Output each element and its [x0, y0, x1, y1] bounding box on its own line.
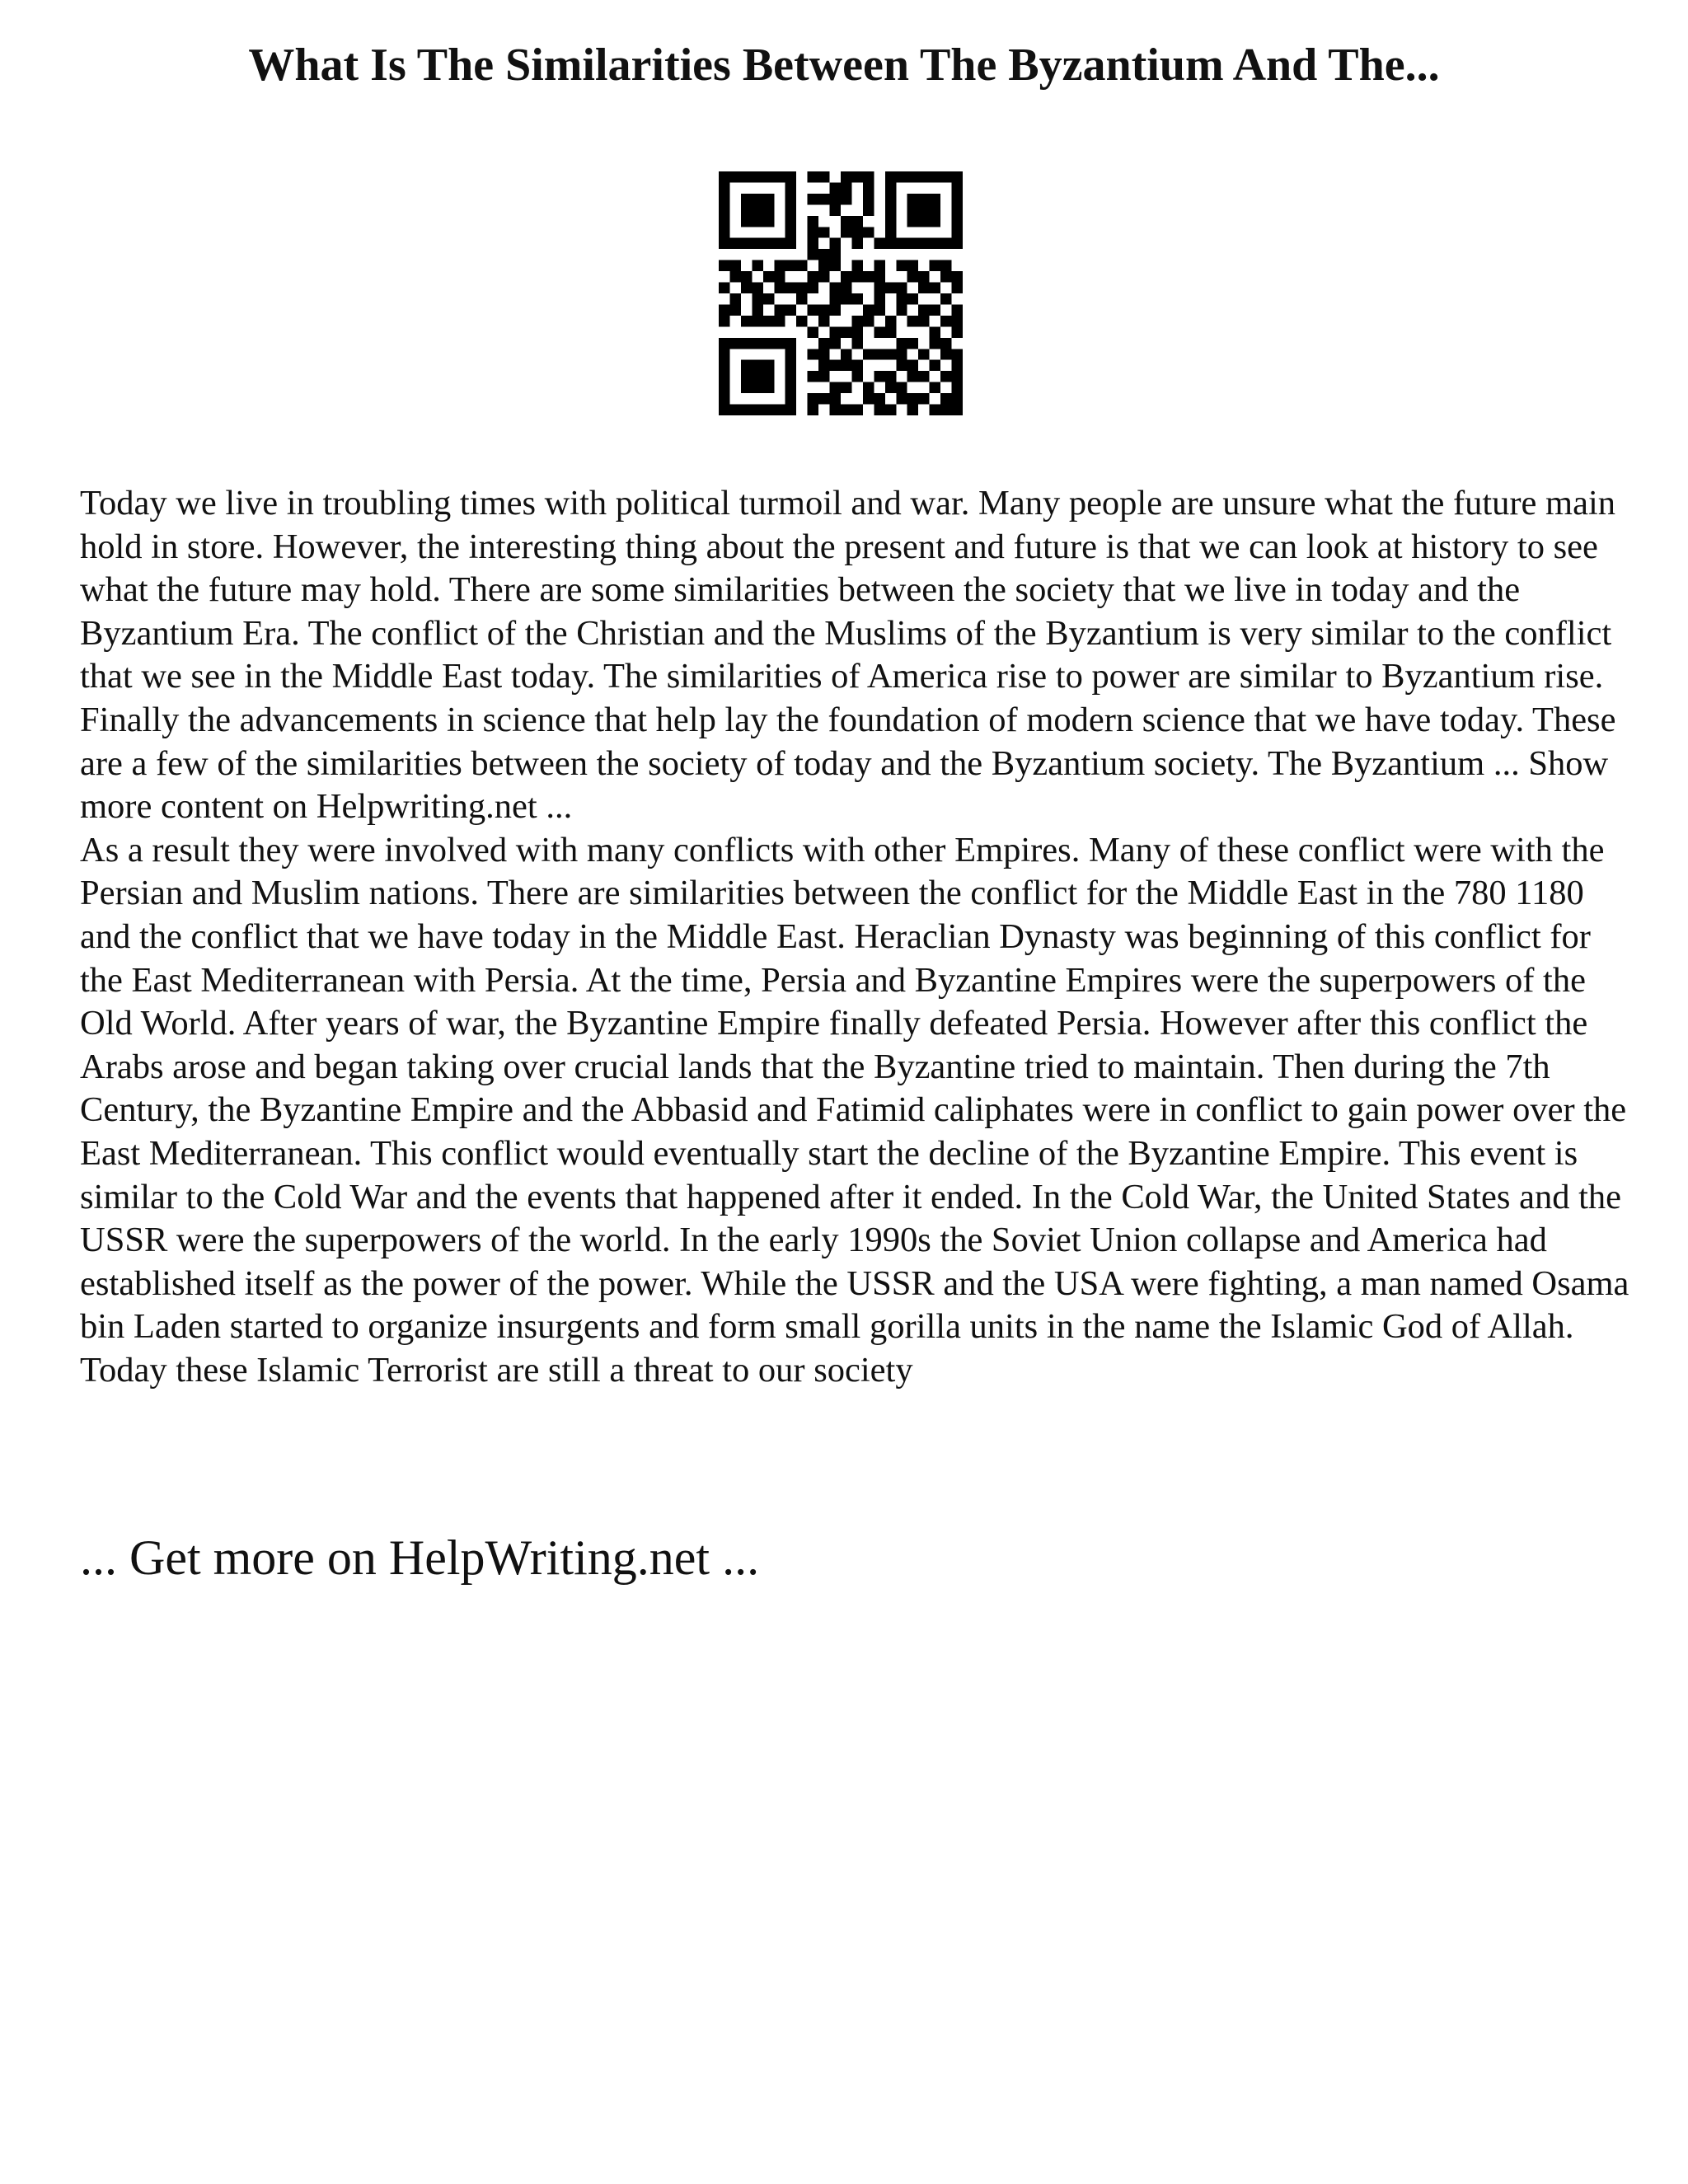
qr-module [918, 283, 929, 293]
qr-module [952, 382, 963, 393]
qr-module [930, 283, 940, 293]
qr-module [851, 227, 862, 237]
qr-module [830, 283, 841, 293]
qr-module [774, 171, 785, 182]
qr-module [719, 204, 729, 215]
qr-module [796, 260, 807, 271]
qr-module [940, 349, 951, 359]
qr-module [752, 216, 762, 227]
qr-module [741, 194, 752, 204]
qr-module [930, 194, 940, 204]
qr-module [830, 260, 841, 271]
qr-module [952, 304, 963, 315]
qr-module [741, 371, 752, 382]
qr-module [863, 393, 874, 404]
qr-module [940, 260, 951, 271]
qr-module [885, 182, 896, 193]
qr-module [896, 238, 907, 249]
qr-module [830, 393, 841, 404]
article-paragraph-2: As a result they were involved with many conflicts with other Empires. Many of these conflict were with the Persian and Muslim nations. There are similarities between the conflict for the Middle East in the 780 1180 and the conflict that we have today in the Middle East. Heraclian Dynasty was beginning of this conflict for the East Mediterranean with Persia. At the time, Persia and Byzantine Empires were the superpowers of the Old World. After years of war, the Byzantine Empire finally defeated Persia. However after this conflict the Arabs arose and began taking over crucial lands that the Byzantine tried to maintain. Then during the 7th Century, the Byzantine Empire and the Abbasid and Fatimid caliphates were in conflict to gain power over the East Mediterranean. This conflict would eventually start the decline of the Byzantine Empire. This event is similar to the Cold War and the events that happened after it ended. In the Cold War, the United States and the USSR were the superpowers of the world. In the early 1990s the Soviet Union collapse and America had established itself as the power of the power. While the USSR and the USA were fighting, a man named Osama bin Laden started to organize insurgents and form small gorilla units in the name the Islamic God of Allah. Today these Islamic Terrorist are still a threat to our society [80, 830, 1629, 1390]
qr-module [774, 316, 785, 326]
qr-module [885, 238, 896, 249]
qr-module [774, 283, 785, 293]
qr-module [785, 194, 796, 204]
qr-module [907, 371, 918, 382]
qr-module [896, 338, 907, 349]
qr-module [851, 171, 862, 182]
qr-module [851, 371, 862, 382]
qr-module [952, 238, 963, 249]
qr-module [752, 194, 762, 204]
qr-module [930, 405, 940, 415]
qr-module [808, 371, 818, 382]
qr-module [851, 260, 862, 271]
qr-module [818, 338, 829, 349]
qr-module [830, 405, 841, 415]
qr-module [719, 238, 729, 249]
qr-module [896, 349, 907, 359]
qr-module [863, 204, 874, 215]
qr-module [752, 371, 762, 382]
qr-module [841, 194, 851, 204]
qr-module [874, 371, 884, 382]
qr-module [885, 382, 896, 393]
qr-module [874, 405, 884, 415]
qr-module [952, 194, 963, 204]
qr-module [896, 283, 907, 293]
qr-module [719, 316, 729, 326]
qr-module [763, 316, 774, 326]
qr-module [808, 393, 818, 404]
qr-module [851, 216, 862, 227]
qr-module [719, 405, 729, 415]
qr-module [896, 393, 907, 404]
qr-module [818, 360, 829, 371]
qr-module [940, 316, 951, 326]
qr-module [841, 227, 851, 237]
qr-module [729, 271, 740, 282]
qr-module [741, 382, 752, 393]
qr-module [885, 171, 896, 182]
qr-module [763, 171, 774, 182]
qr-module [907, 338, 918, 349]
qr-module [851, 360, 862, 371]
qr-module [729, 171, 740, 182]
qr-module [918, 316, 929, 326]
qr-module [918, 204, 929, 215]
qr-module [841, 326, 851, 337]
qr-module [885, 316, 896, 326]
qr-module [774, 405, 785, 415]
qr-module [841, 405, 851, 415]
qr-module [841, 293, 851, 304]
qr-module [952, 393, 963, 404]
qr-module [907, 171, 918, 182]
qr-module [719, 338, 729, 349]
qr-module [930, 304, 940, 315]
qr-module [808, 171, 818, 182]
qr-module [741, 283, 752, 293]
qr-module [952, 216, 963, 227]
qr-module [752, 293, 762, 304]
qr-module [952, 182, 963, 193]
qr-module [752, 260, 762, 271]
qr-module [907, 194, 918, 204]
qr-module [863, 194, 874, 204]
qr-module [808, 405, 818, 415]
qr-module [863, 382, 874, 393]
qr-module [907, 216, 918, 227]
qr-module [808, 238, 818, 249]
qr-module [719, 360, 729, 371]
qr-module [763, 216, 774, 227]
qr-module [885, 216, 896, 227]
qr-module [752, 304, 762, 315]
qr-module [808, 227, 818, 237]
qr-module [741, 271, 752, 282]
qr-module [841, 283, 851, 293]
qr-module [774, 338, 785, 349]
qr-module [752, 338, 762, 349]
qr-module [841, 349, 851, 359]
qr-module [952, 360, 963, 371]
qr-module [785, 304, 796, 315]
qr-module [719, 393, 729, 404]
qr-module [785, 182, 796, 193]
article-body [80, 482, 1629, 1392]
qr-module [741, 216, 752, 227]
qr-module [741, 360, 752, 371]
qr-module [918, 304, 929, 315]
qr-module [952, 283, 963, 293]
qr-module [808, 249, 818, 260]
qr-module [752, 171, 762, 182]
qr-module [896, 360, 907, 371]
qr-module [841, 360, 851, 371]
qr-module [918, 393, 929, 404]
qr-module [851, 293, 862, 304]
qr-module [896, 260, 907, 271]
qr-module [851, 316, 862, 326]
qr-module [785, 382, 796, 393]
qr-module [818, 227, 829, 237]
qr-module [719, 227, 729, 237]
qr-module [885, 349, 896, 359]
qr-module [808, 283, 818, 293]
qr-module [896, 382, 907, 393]
qr-module [763, 360, 774, 371]
qr-module [930, 360, 940, 371]
qr-module [752, 405, 762, 415]
qr-module [952, 349, 963, 359]
qr-module [863, 271, 874, 282]
qr-module [918, 238, 929, 249]
qr-module [763, 382, 774, 393]
qr-module [785, 171, 796, 182]
qr-module [952, 271, 963, 282]
qr-module [874, 349, 884, 359]
qr-module [940, 171, 951, 182]
qr-module [874, 304, 884, 315]
qr-module [808, 194, 818, 204]
qr-module [719, 194, 729, 204]
qr-module [930, 382, 940, 393]
qr-module [818, 194, 829, 204]
qr-module [830, 360, 841, 371]
qr-module [785, 216, 796, 227]
qr-module [885, 326, 896, 337]
qr-module [808, 271, 818, 282]
qr-module [940, 338, 951, 349]
qr-module [841, 382, 851, 393]
page-title: What Is The Similarities Between The Byzantium And The... [248, 40, 1440, 91]
qr-module [907, 405, 918, 415]
qr-module [719, 182, 729, 193]
qr-module [907, 238, 918, 249]
qr-module [719, 283, 729, 293]
qr-module [785, 371, 796, 382]
qr-module [907, 204, 918, 215]
qr-module [874, 271, 884, 282]
qr-module [863, 304, 874, 315]
qr-module [752, 283, 762, 293]
qr-module [896, 293, 907, 304]
qr-module [830, 382, 841, 393]
qr-module [930, 171, 940, 182]
qr-module [851, 338, 862, 349]
qr-module [885, 204, 896, 215]
qr-module [918, 171, 929, 182]
qr-module [785, 204, 796, 215]
qr-module [719, 371, 729, 382]
qr-module [785, 238, 796, 249]
qr-module [830, 182, 841, 193]
qr-module [841, 216, 851, 227]
qr-module [907, 316, 918, 326]
qr-module [918, 194, 929, 204]
qr-module [952, 326, 963, 337]
qr-module [841, 171, 851, 182]
qr-module [785, 283, 796, 293]
qr-module [796, 283, 807, 293]
qr-module [874, 393, 884, 404]
qr-module [785, 338, 796, 349]
qr-module [785, 393, 796, 404]
qr-module [729, 293, 740, 304]
qr-module [940, 393, 951, 404]
qr-module [741, 204, 752, 215]
qr-module [874, 293, 884, 304]
qr-module [818, 271, 829, 282]
qr-module [885, 371, 896, 382]
qr-module [885, 283, 896, 293]
qr-module [885, 227, 896, 237]
qr-module [874, 326, 884, 337]
qr-module [930, 338, 940, 349]
qr-module [719, 216, 729, 227]
qr-code-graphic [719, 171, 963, 415]
qr-module [808, 326, 818, 337]
qr-module [818, 371, 829, 382]
qr-module [863, 182, 874, 193]
qr-module [940, 371, 951, 382]
qr-module [741, 238, 752, 249]
qr-module [918, 371, 929, 382]
qr-module [851, 326, 862, 337]
qr-module [729, 238, 740, 249]
qr-module [818, 260, 829, 271]
qr-module [774, 271, 785, 282]
qr-module [818, 171, 829, 182]
qr-module [763, 194, 774, 204]
qr-module [830, 204, 841, 215]
qr-module [763, 271, 774, 282]
qr-module [729, 338, 740, 349]
qr-module [863, 349, 874, 359]
qr-module [741, 338, 752, 349]
qr-module [785, 405, 796, 415]
qr-module [885, 194, 896, 204]
qr-module [741, 316, 752, 326]
qr-module [940, 271, 951, 282]
qr-module [741, 405, 752, 415]
qr-module [763, 204, 774, 215]
qr-module [863, 227, 874, 237]
qr-module [719, 382, 729, 393]
qr-module [763, 338, 774, 349]
qr-module [930, 238, 940, 249]
qr-module [752, 360, 762, 371]
qr-module [729, 304, 740, 315]
qr-module [752, 382, 762, 393]
qr-module [741, 171, 752, 182]
qr-module [729, 405, 740, 415]
qr-module [930, 326, 940, 337]
qr-module [818, 316, 829, 326]
qr-module [752, 316, 762, 326]
qr-module [818, 249, 829, 260]
qr-module [796, 316, 807, 326]
qr-module [785, 360, 796, 371]
get-more-link[interactable]: ... Get more on HelpWriting.net ... [80, 1530, 760, 1585]
qr-module [785, 260, 796, 271]
qr-module [952, 171, 963, 182]
qr-module [952, 204, 963, 215]
qr-module [841, 182, 851, 193]
qr-module [952, 227, 963, 237]
qr-module [863, 171, 874, 182]
qr-module [808, 216, 818, 227]
qr-module [907, 293, 918, 304]
qr-module [907, 360, 918, 371]
qr-module [818, 304, 829, 315]
qr-module [952, 316, 963, 326]
qr-module [918, 271, 929, 282]
qr-module [763, 371, 774, 382]
qr-module [830, 304, 841, 315]
qr-module [830, 326, 841, 337]
qr-module [763, 238, 774, 249]
qr-module [719, 349, 729, 359]
qr-code-icon [719, 171, 963, 415]
qr-module [830, 249, 841, 260]
qr-module [774, 260, 785, 271]
qr-module [851, 271, 862, 282]
qr-module [830, 194, 841, 204]
qr-module [907, 260, 918, 271]
qr-module [785, 227, 796, 237]
article-paragraph-1: Today we live in troubling times with political turmoil and war. Many people are unsure what the future main hold in store. However, the interesting thing about the present and future is that we can look at history to see what the future may hold. There are some similarities between the society that we live in today and the Byzantium Era. The conflict of the Christian and the Muslims of the Byzantium is very similar to the conflict that we see in the Middle East today. The similarities of America rise to power are similar to Byzantium rise. Finally the advancements in science that help lay the foundation of modern science that we have today. These are a few of the similarities between the society of today and the Byzantium society. The Byzantium ... Show more content on Helpwriting.net ... [80, 484, 1616, 827]
qr-module [774, 304, 785, 315]
qr-module [763, 293, 774, 304]
qr-module [752, 204, 762, 215]
qr-module [952, 371, 963, 382]
qr-module [729, 260, 740, 271]
qr-module [940, 405, 951, 415]
qr-module [796, 293, 807, 304]
qr-module [930, 216, 940, 227]
qr-module [918, 216, 929, 227]
qr-module [851, 238, 862, 249]
qr-module [830, 338, 841, 349]
qr-module [830, 293, 841, 304]
qr-module [930, 260, 940, 271]
qr-module [940, 293, 951, 304]
qr-module [752, 238, 762, 249]
qr-module [874, 283, 884, 293]
qr-module [930, 204, 940, 215]
qr-module [896, 304, 907, 315]
qr-module [818, 393, 829, 404]
qr-module [719, 304, 729, 315]
qr-module [907, 393, 918, 404]
qr-module [818, 349, 829, 359]
qr-module [808, 304, 818, 315]
qr-module [874, 260, 884, 271]
qr-module [808, 349, 818, 359]
qr-module [863, 316, 874, 326]
qr-module [719, 260, 729, 271]
qr-module [907, 271, 918, 282]
qr-module [719, 171, 729, 182]
qr-module [885, 405, 896, 415]
qr-module [851, 405, 862, 415]
qr-module [952, 405, 963, 415]
qr-module [785, 349, 796, 359]
qr-module [940, 238, 951, 249]
qr-module [896, 171, 907, 182]
qr-module [841, 271, 851, 282]
qr-module [763, 405, 774, 415]
qr-module [830, 238, 841, 249]
qr-module [918, 349, 929, 359]
qr-module [774, 238, 785, 249]
qr-module [874, 238, 884, 249]
